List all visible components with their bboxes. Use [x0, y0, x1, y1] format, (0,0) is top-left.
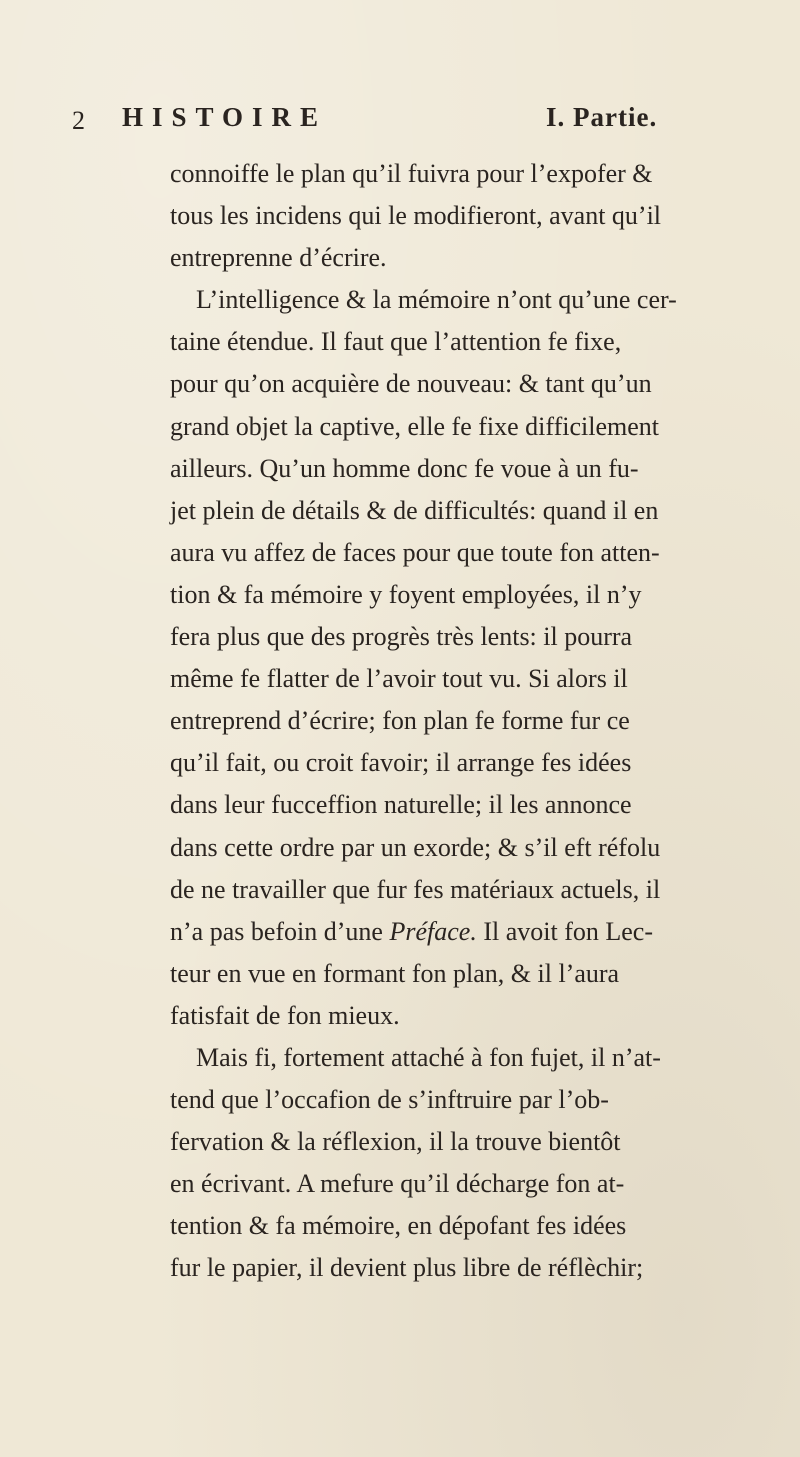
- text-line: taine étendue. Il faut que l’attention fe fixe,: [170, 327, 622, 357]
- text-line: fera plus que des progrès très lents: il pourra: [170, 622, 633, 652]
- text-line: tend que l’occafion de s’inftruire par l’ob-: [170, 1085, 609, 1115]
- text-line: entreprend d’écrire; fon plan fe forme fur ce: [170, 706, 630, 736]
- text-line: entreprenne d’écrire.: [170, 243, 387, 273]
- paragraph-start-line: L’intelligence & la mémoire n’ont qu’une cer-: [196, 285, 677, 315]
- text-line: pour qu’on acquière de nouveau: & tant qu’un: [170, 369, 652, 399]
- text-line: aura vu affez de faces pour que toute fon atten-: [170, 537, 660, 567]
- text-line: en écrivant. A mefure qu’il décharge fon at-: [170, 1169, 625, 1199]
- text-line: dans leur fucceffion naturelle; il les annonce: [170, 790, 632, 820]
- text-line: qu’il fait, ou croit favoir; il arrange fes idées: [170, 748, 632, 778]
- text-line: ailleurs. Qu’un homme donc fe voue à un fu-: [170, 453, 639, 483]
- page-header: [72, 92, 752, 142]
- running-title: HISTOIRE: [122, 102, 328, 132]
- text-line: tion & fa mémoire y foyent employées, il n’y: [170, 579, 642, 609]
- text-line: de ne travailler que fur fes matériaux actuels, il: [170, 874, 661, 904]
- text-line: fatisfait de fon mieux.: [170, 1000, 400, 1030]
- text-segment: Il avoit fon Lec-: [476, 916, 653, 946]
- text-line: tention & fa mémoire, en dépofant fes idées: [170, 1211, 627, 1241]
- italic-word-preface: Préface.: [389, 916, 477, 946]
- text-line: même fe flatter de l’avoir tout vu. Si alors il: [170, 664, 628, 694]
- text-line: tous les incidens qui le modifieront, avant qu’il: [170, 201, 662, 231]
- text-line: dans cette ordre par un exorde; & s’il eft réfolu: [170, 832, 661, 862]
- text-line: teur en vue en formant fon plan, & il l’aura: [170, 958, 620, 988]
- text-segment: n’a pas befoin d’une: [170, 916, 390, 946]
- part-label: I. Partie.: [546, 102, 658, 132]
- text-line: grand objet la captive, elle fe fixe difficilement: [170, 411, 659, 441]
- page-number: 2: [72, 106, 85, 135]
- text-line: fur le papier, il devient plus libre de réflèchir;: [170, 1253, 644, 1283]
- body-text: [170, 153, 740, 1290]
- text-line: fervation & la réflexion, il la trouve bientôt: [170, 1127, 621, 1157]
- text-line-with-italic: [170, 911, 740, 953]
- paragraph-start-line: Mais fi, fortement attaché à fon fujet, il n’at-: [196, 1042, 661, 1072]
- text-line: jet plein de détails & de difficultés: quand il en: [170, 495, 659, 525]
- text-line: connoiffe le plan qu’il fuivra pour l’expofer &: [170, 159, 653, 188]
